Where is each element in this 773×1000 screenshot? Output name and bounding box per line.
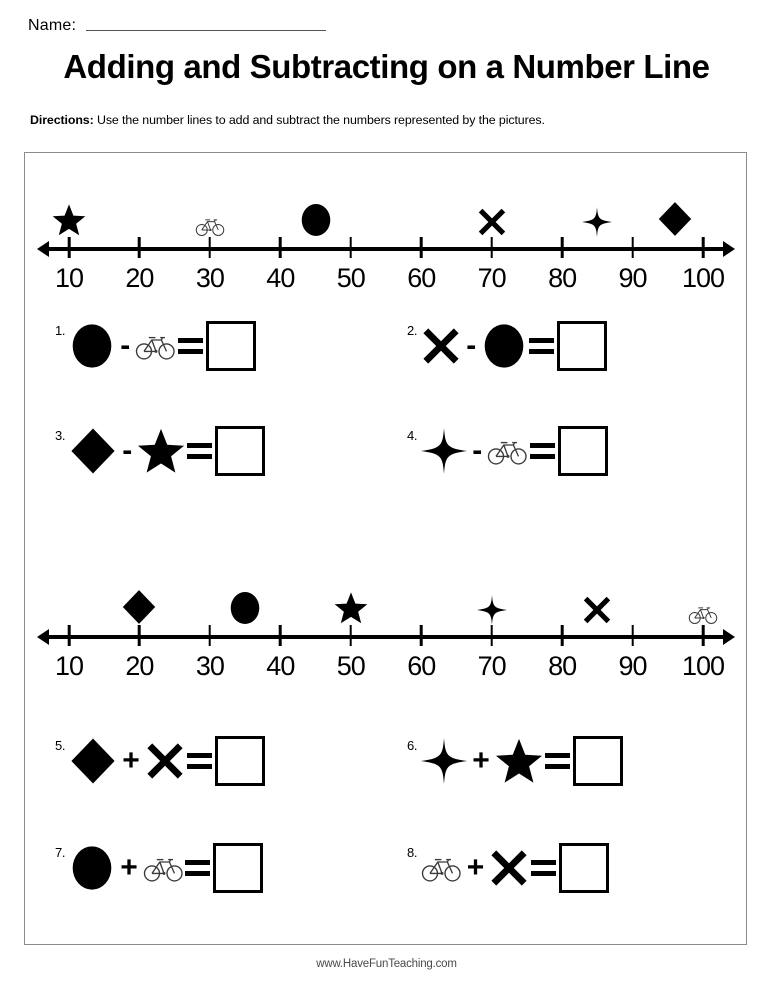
problem-number: 6.	[407, 738, 418, 753]
circle-icon	[228, 591, 262, 625]
bicycle-icon	[487, 436, 528, 466]
arrow-right-icon	[723, 241, 735, 257]
x-icon	[477, 207, 507, 237]
sparkle-icon	[477, 595, 507, 625]
circle-icon	[69, 845, 115, 891]
axis-tick-label: 10	[54, 263, 84, 293]
axis-tick	[420, 237, 423, 258]
marker-bicycle	[688, 603, 718, 625]
bicycle-icon	[421, 853, 462, 883]
axis-tick	[279, 237, 282, 258]
axis-tick-label: 60	[407, 651, 436, 681]
x-icon	[582, 595, 612, 625]
operator-plus: +	[472, 744, 490, 777]
page-title: Adding and Subtracting on a Number Line	[63, 48, 710, 85]
equals-icon	[528, 440, 558, 462]
problem-7	[55, 843, 263, 893]
operator-minus: -	[466, 329, 477, 362]
axis-tick-label: 20	[125, 263, 154, 293]
axis-tick-label: 30	[195, 651, 224, 681]
bicycle-icon	[135, 331, 176, 361]
diamond-icon	[657, 201, 693, 237]
axis-tick-label: 70	[477, 651, 506, 681]
directions-text: Use the number lines to add and subtract the numbers represented by the pictures.	[93, 113, 545, 127]
answer-box[interactable]	[206, 321, 256, 371]
problem-number: 5.	[55, 738, 66, 753]
problem-number: 3.	[55, 428, 66, 443]
axis-line	[47, 635, 725, 639]
bicycle-icon	[688, 603, 718, 625]
axis-tick	[631, 625, 634, 646]
number-line-1-axis	[39, 237, 733, 263]
diamond-icon	[121, 589, 157, 625]
problem-6	[407, 736, 623, 786]
answer-box[interactable]	[557, 321, 607, 371]
axis-tick	[561, 237, 564, 258]
answer-box[interactable]	[215, 426, 265, 476]
axis-line	[47, 247, 725, 251]
diamond-icon	[69, 427, 117, 475]
axis-tick-label: 40	[266, 651, 295, 681]
axis-tick	[349, 237, 352, 258]
sparkle-icon	[421, 738, 467, 784]
number-line-2-axis	[39, 625, 733, 651]
marker-x	[477, 207, 507, 237]
answer-box[interactable]	[558, 426, 608, 476]
axis-tick	[138, 237, 141, 258]
answer-box[interactable]	[573, 736, 623, 786]
problem-number: 7.	[55, 845, 66, 860]
sparkle-icon	[421, 428, 467, 474]
equals-icon	[176, 335, 206, 357]
answer-box[interactable]	[215, 736, 265, 786]
operator-plus: +	[466, 851, 485, 884]
equals-icon	[183, 857, 213, 879]
axis-tick	[209, 237, 212, 258]
sparkle-icon	[582, 207, 612, 237]
circle-icon	[299, 203, 333, 237]
axis-tick-label: 80	[548, 651, 577, 681]
name-write-line[interactable]	[86, 30, 326, 31]
problem-2	[407, 321, 607, 371]
x-icon	[489, 848, 529, 888]
axis-tick-label: 100	[681, 651, 725, 681]
answer-box[interactable]	[559, 843, 609, 893]
x-icon	[421, 326, 461, 366]
problem-8	[407, 843, 609, 893]
name-label: Name:	[28, 17, 77, 34]
problem-number: 1.	[55, 323, 66, 338]
axis-tick-label: 80	[548, 263, 577, 293]
axis-tick	[702, 625, 705, 646]
axis-tick	[702, 237, 705, 258]
star-icon	[52, 203, 86, 237]
operator-plus: +	[122, 744, 140, 777]
number-line-1-markers	[39, 179, 733, 237]
equals-icon	[185, 440, 215, 462]
axis-tick	[490, 237, 493, 258]
operator-minus: -	[120, 329, 131, 362]
number-line-1	[39, 179, 733, 299]
problem-1	[55, 321, 256, 371]
axis-tick-label: 40	[266, 263, 295, 293]
marker-x	[582, 595, 612, 625]
star-icon	[495, 737, 543, 785]
axis-tick-label: 100	[681, 263, 725, 293]
star-icon	[137, 427, 185, 475]
equals-icon	[543, 750, 573, 772]
answer-box[interactable]	[213, 843, 263, 893]
number-line-2	[39, 567, 733, 687]
axis-tick	[209, 625, 212, 646]
marker-diamond	[121, 589, 157, 625]
problem-number: 4.	[407, 428, 418, 443]
axis-tick	[561, 625, 564, 646]
marker-star	[52, 203, 86, 237]
circle-icon	[69, 323, 115, 369]
marker-bicycle	[195, 215, 225, 237]
axis-tick	[631, 237, 634, 258]
operator-plus: +	[120, 851, 138, 884]
worksheet-frame	[24, 152, 747, 945]
operator-minus: -	[122, 434, 133, 467]
problem-3	[55, 426, 265, 476]
problem-4	[407, 426, 608, 476]
number-line-2-markers	[39, 567, 733, 625]
equals-icon	[185, 750, 215, 772]
star-icon	[334, 591, 368, 625]
arrow-right-icon	[723, 629, 735, 645]
axis-tick	[490, 625, 493, 646]
diamond-icon	[69, 737, 117, 785]
directions	[30, 113, 545, 127]
problem-number: 8.	[407, 845, 418, 860]
axis-tick	[420, 625, 423, 646]
footer-site: www.HaveFunTeaching.com	[316, 958, 457, 970]
circle-icon	[481, 323, 527, 369]
marker-sparkle	[582, 207, 612, 237]
axis-tick-label: 70	[477, 263, 506, 293]
directions-label: Directions:	[30, 113, 94, 127]
axis-tick	[68, 625, 71, 646]
axis-tick-label: 90	[618, 651, 647, 681]
bicycle-icon	[195, 215, 225, 237]
axis-tick	[279, 625, 282, 646]
marker-diamond	[657, 201, 693, 237]
axis-tick-label: 30	[195, 263, 224, 293]
bicycle-icon	[143, 853, 184, 883]
arrow-left-icon	[37, 241, 49, 257]
marker-circle	[228, 591, 262, 625]
marker-sparkle	[477, 595, 507, 625]
axis-tick	[349, 625, 352, 646]
axis-tick-label: 10	[54, 651, 84, 681]
operator-minus: -	[472, 434, 483, 467]
name-row	[28, 18, 326, 34]
marker-star	[334, 591, 368, 625]
axis-tick-label: 90	[618, 263, 647, 293]
equals-icon	[527, 335, 557, 357]
axis-tick-label: 60	[407, 263, 436, 293]
axis-tick-label: 20	[125, 651, 154, 681]
axis-tick	[138, 625, 141, 646]
arrow-left-icon	[37, 629, 49, 645]
number-line-2-labels	[39, 651, 733, 687]
axis-tick-label: 50	[336, 263, 365, 293]
equals-icon	[529, 857, 559, 879]
marker-circle	[299, 203, 333, 237]
x-icon	[145, 741, 185, 781]
problem-number: 2.	[407, 323, 418, 338]
axis-tick-label: 50	[336, 651, 365, 681]
problem-5	[55, 736, 265, 786]
number-line-1-labels	[39, 263, 733, 299]
axis-tick	[68, 237, 71, 258]
